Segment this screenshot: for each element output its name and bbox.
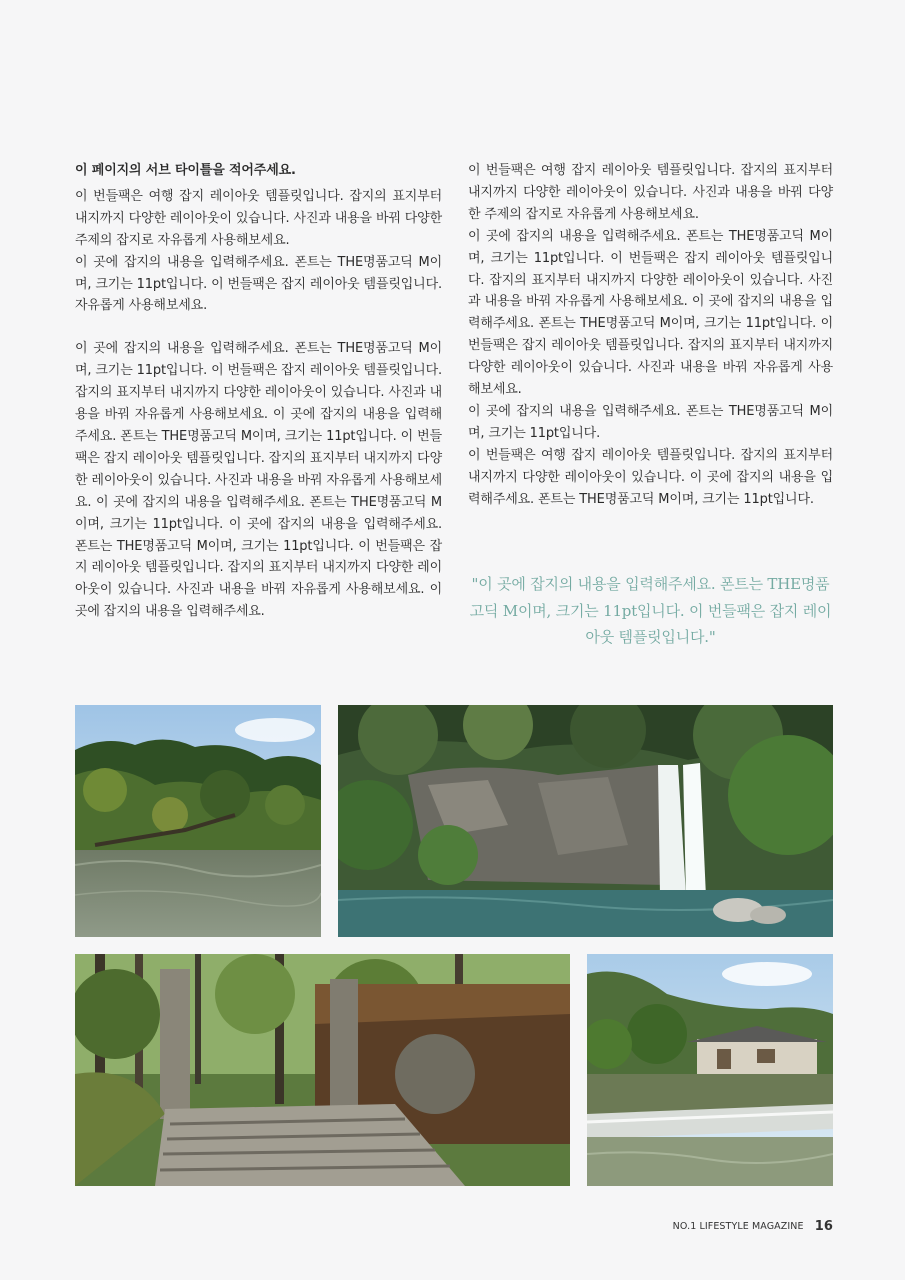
body-paragraph: 이 번들팩은 여행 잡지 레이아웃 템플릿입니다. 잡지의 표지부터 내지까지 다양한 레이아웃이 있습니다. 이 곳에 잡지의 내용을 입력해주세요. 폰트는 THE명품고딕 M이며, 크기는 11pt입니다. [468,447,833,507]
body-paragraph: 이 곳에 잡지의 내용을 입력해주세요. 폰트는 THE명품고딕 M이며, 크기는 11pt입니다. 이 번들팩은 잡지 레이아웃 템플릿입니다. 자유롭게 사용해보세요. [75,254,442,314]
pull-quote: "이 곳에 잡지의 내용을 입력해주세요. 폰트는 THE명품고딕 M이며, 크기는 11pt입니다. 이 번들팩은 잡지 레이아웃 템플릿입니다." [469,575,832,646]
garden-pond-photo [75,705,321,937]
body-paragraph: 이 곳에 잡지의 내용을 입력해주세요. 폰트는 THE명품고딕 M이며, 크기는 11pt입니다. [468,403,833,441]
body-paragraph: 이 곳에 잡지의 내용을 입력해주세요. 폰트는 THE명품고딕 M이며, 크기는 11pt입니다. 이 번들팩은 잡지 레이아웃 템플릿입니다. 잡지의 표지부터 내지까지 다양한 레이아웃이 있습니다. 사진과 내용을 바꿔 자유롭게 사용해보세요. 이 곳에 잡지의 내용을 입력해주세요. 폰트는 THE명품고딕 M이며, 크기는 11pt입니다. 이 번들팩은 잡지 레이아웃 템플릿입니다. 잡지의 표지부터 내지까지 다양한 레이아웃이 있습니다. 사진과 내용을 바꿔 자유롭게 사용해보세요. [468,228,833,398]
right-text-column [468,160,833,511]
body-paragraph: 이 곳에 잡지의 내용을 입력해주세요. 폰트는 THE명품고딕 M이며, 크기는 11pt입니다. 이 번들팩은 잡지 레이아웃 템플릿입니다. 잡지의 표지부터 내지까지 다양한 레이아웃이 있습니다. 사진과 내용을 바꿔 자유롭게 사용해보세요. 이 곳에 잡지의 내용을 입력해주세요. 폰트는 THE명품고딕 M이며, 크기는 11pt입니다. 이 번들팩은 잡지 레이아웃 템플릿입니다. 잡지의 표지부터 내지까지 다양한 레이아웃이 있습니다. 사진과 내용을 바꿔 자유롭게 사용해보세요. 이 곳에 잡지의 내용을 입력해주세요. 폰트는 THE명품고딕 M이며, 크기는 11pt입니다. 이 곳에 잡지의 내용을 입력해주세요. 폰트는 THE명품고딕 M이며, 크기는 11pt입니다. 이 번들팩은 잡지 레이아웃 템플릿입니다. 잡지의 표지부터 내지까지 다양한 레이아웃이 있습니다. 사진과 내용을 바꿔 자유롭게 사용해보세요. 이 곳에 잡지의 내용을 입력해주세요. [75,341,442,620]
forest-stairs-photo [75,954,570,1186]
page-footer [673,1219,833,1234]
left-text-column [75,160,442,623]
section-subtitle: 이 페이지의 서브 타이틀을 적어주세요. [75,163,296,178]
magazine-name: NO.1 LIFESTYLE MAGAZINE [672,1221,804,1232]
riverside-house-photo [587,954,833,1186]
body-paragraph: 이 번들팩은 여행 잡지 레이아웃 템플릿입니다. 잡지의 표지부터 내지까지 다양한 레이아웃이 있습니다. 사진과 내용을 바꿔 다양한 주제의 잡지로 자유롭게 사용해보세요. [75,188,442,248]
page-number: 16 [814,1219,833,1234]
body-paragraph: 이 번들팩은 여행 잡지 레이아웃 템플릿입니다. 잡지의 표지부터 내지까지 다양한 레이아웃이 있습니다. 사진과 내용을 바꿔 다양한 주제의 잡지로 자유롭게 사용해보세요. [468,163,833,222]
waterfall-photo [338,705,833,937]
